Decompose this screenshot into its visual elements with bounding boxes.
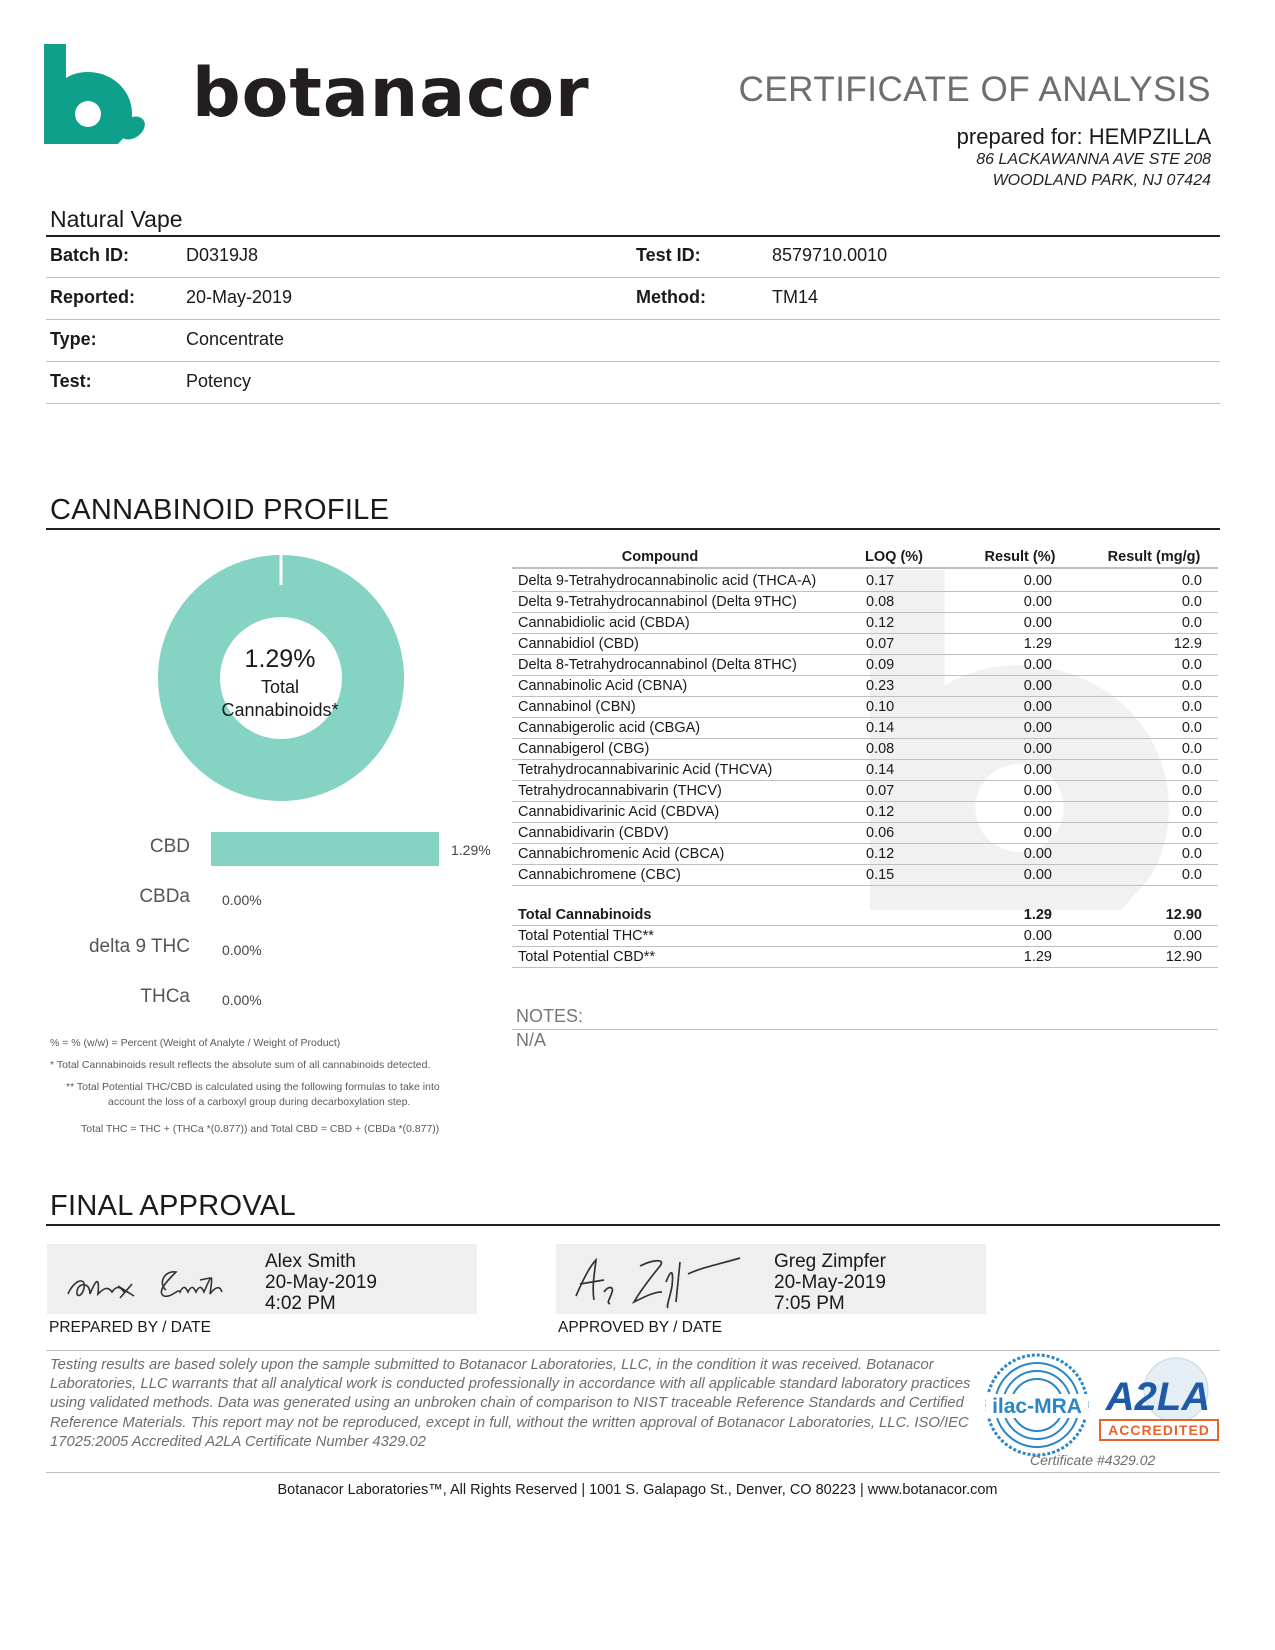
bar-label-delta9thc: delta 9 THC [88, 936, 190, 957]
bar-value-cbda: 0.00% [222, 892, 262, 908]
test-id-label: Test ID: [636, 245, 701, 265]
cell-result-pct: 0.00 [1023, 804, 1052, 820]
divider [46, 403, 1220, 404]
cell-result-mg: 0.0 [1181, 699, 1202, 715]
table-row [512, 571, 1218, 592]
cell-result-mg: 0.0 [1181, 846, 1202, 862]
cell-compound: Cannabichromene (CBC) [518, 867, 681, 883]
table-row [512, 676, 1218, 697]
bar-label-cbd: CBD [149, 836, 190, 857]
bar-value-delta9thc: 0.00% [222, 942, 262, 958]
prepared-by-time: 4:02 PM [265, 1293, 336, 1314]
cell-loq: 0.12 [866, 846, 895, 862]
batch-id-value: D0319J8 [186, 245, 259, 265]
donut-label-line2: Cannabinoids* [221, 700, 339, 720]
prepared-by-date: 20-May-2019 [265, 1272, 377, 1293]
footer-text: Botanacor Laboratories™, All Rights Reserved | 1001 S. Galapago St., Denver, CO 80223 | www.botanacor.com [277, 1482, 998, 1498]
table-header [512, 548, 1218, 569]
cell-loq: 0.08 [866, 741, 895, 757]
cell-result-pct: 0.00 [1023, 825, 1052, 841]
cell-result-mg: 0.0 [1181, 594, 1202, 610]
table-row [512, 718, 1218, 739]
reported-value: 20-May-2019 [186, 287, 293, 307]
cell-result-mg: 0.0 [1181, 657, 1202, 673]
table-row [512, 697, 1218, 718]
prepared-for: prepared for: HEMPZILLA [956, 124, 1211, 149]
approved-by-date: 20-May-2019 [774, 1272, 886, 1293]
logo-wordmark: botanacor [192, 54, 590, 133]
cell-result-pct: 0.00 [1023, 573, 1052, 589]
cell-result-pct: 0.00 [1023, 678, 1052, 694]
cell-result-pct: 0.00 [1023, 846, 1052, 862]
cell-result-mg: 12.9 [1173, 636, 1202, 652]
cell-result-pct: 0.00 [1023, 928, 1052, 944]
cell-result-mg: 12.90 [1165, 907, 1202, 923]
cell-result-pct: 0.00 [1023, 615, 1052, 631]
test-value: Potency [186, 371, 252, 391]
prepared-by-caption: PREPARED BY / DATE [49, 1319, 211, 1336]
client-address-line1: 86 LACKAWANNA AVE STE 208 [976, 151, 1211, 168]
bar-cbd [211, 832, 439, 866]
approved-by-caption: APPROVED BY / DATE [558, 1319, 722, 1336]
cell-loq: 0.08 [866, 594, 895, 610]
table-row [512, 844, 1218, 865]
cell-result-pct: 0.00 [1023, 741, 1052, 757]
cell-loq: 0.14 [866, 762, 895, 778]
cell-compound: Total Potential CBD** [518, 949, 656, 965]
cell-compound: Cannabidiol (CBD) [518, 636, 639, 652]
cell-result-pct: 0.00 [1023, 594, 1052, 610]
type-value: Concentrate [186, 329, 285, 349]
cell-result-pct: 0.00 [1023, 867, 1052, 883]
cell-result-mg: 0.0 [1181, 720, 1202, 736]
notes-label: NOTES: [516, 1006, 584, 1026]
footnote-decarboxylation: account the loss of a carboxyl group during decarboxylation step. [108, 1096, 411, 1108]
table-row [512, 823, 1218, 844]
reported-label: Reported: [50, 287, 135, 307]
table-row [512, 865, 1218, 886]
a2la-accredited-logo [1098, 1356, 1220, 1446]
cell-result-mg: 0.0 [1181, 615, 1202, 631]
ilac-mra-logo [984, 1352, 1090, 1458]
prepared-signature [60, 1258, 235, 1304]
divider [46, 528, 1220, 530]
cell-result-mg: 0.0 [1181, 867, 1202, 883]
cell-compound: Cannabichromenic Acid (CBCA) [518, 846, 725, 862]
footnote-total-potential: ** Total Potential THC/CBD is calculated using the following formulas to take into [66, 1081, 440, 1093]
cell-loq: 0.06 [866, 825, 895, 841]
header-result-pct: Result (%) [984, 549, 1056, 565]
cell-loq: 0.07 [866, 636, 895, 652]
cell-loq: 0.17 [866, 573, 895, 589]
cannabinoid-profile-title: CANNABINOID PROFILE [50, 494, 390, 526]
cell-loq: 0.12 [866, 804, 895, 820]
cell-result-mg: 12.90 [1165, 949, 1202, 965]
bar-value-thca: 0.00% [222, 992, 262, 1008]
donut-label-line1: Total [260, 677, 300, 697]
cell-compound: Delta 9-Tetrahydrocannabinolic acid (THCA-A) [518, 573, 817, 589]
test-label: Test: [50, 371, 92, 391]
cell-loq: 0.07 [866, 783, 895, 799]
cell-result-mg: 0.0 [1181, 783, 1202, 799]
cell-compound: Cannabigerol (CBG) [518, 741, 650, 757]
cell-result-mg: 0.0 [1181, 678, 1202, 694]
cell-result-mg: 0.0 [1181, 804, 1202, 820]
method-value: TM14 [772, 287, 819, 307]
certificate-number: Certificate #4329.02 [1030, 1452, 1156, 1468]
cell-compound: Tetrahydrocannabivarin (THCV) [518, 783, 722, 799]
footnote-formula: Total THC = THC + (THCa *(0.877)) and Total CBD = CBD + (CBDa *(0.877)) [81, 1123, 440, 1135]
table-row [512, 926, 1218, 947]
divider [46, 235, 1220, 237]
table-row [512, 634, 1218, 655]
table-row [512, 781, 1218, 802]
table-row [512, 739, 1218, 760]
cell-loq: 0.14 [866, 720, 895, 736]
cell-loq: 0.10 [866, 699, 895, 715]
table-row [512, 947, 1218, 968]
final-approval-title: FINAL APPROVAL [50, 1190, 296, 1222]
a2la-text: A2LA [1105, 1375, 1211, 1419]
donut-percent: 1.29% [244, 645, 316, 673]
table-row [512, 760, 1218, 781]
divider [512, 1029, 1218, 1030]
header-result-mg: Result (mg/g) [1107, 549, 1201, 565]
cell-result-pct: 1.29 [1023, 636, 1052, 652]
divider [46, 319, 1220, 320]
botanacor-logo-icon [44, 44, 150, 144]
cell-compound: Cannabinolic Acid (CBNA) [518, 678, 688, 694]
divider [46, 361, 1220, 362]
table-row [512, 613, 1218, 634]
cell-loq: 0.15 [866, 867, 895, 883]
cell-result-pct: 0.00 [1023, 657, 1052, 673]
cell-result-mg: 0.0 [1181, 762, 1202, 778]
header-compound: Compound [621, 549, 699, 565]
cell-compound: Tetrahydrocannabivarinic Acid (THCVA) [518, 762, 773, 778]
client-address-line2: WOODLAND PARK, NJ 07424 [992, 172, 1211, 189]
document-title: CERTIFICATE OF ANALYSIS [738, 70, 1211, 109]
divider [46, 1350, 1220, 1351]
approved-signature [570, 1252, 750, 1310]
bar-label-cbda: CBDa [139, 886, 190, 907]
disclaimer-text: Testing results are based solely upon the sample submitted to Botanacor Laboratories, LLC, in the condition it was received. Botanacor Laboratories, LLC warrants that all analytical work is conducted professionally in accordance with all applicable standard laboratory practices using validated methods. Data was generated using an unbroken chain of comparison to NIST traceable Reference Standards and Certified Reference Materials. This report may not be reproduced, except in full, without the written approval of Botanacor Laboratories, LLC. ISO/IEC 17025:2005 Accredited A2LA Certificate Number 4329.02 [50, 1357, 971, 1450]
cell-result-pct: 0.00 [1023, 783, 1052, 799]
type-label: Type: [50, 329, 97, 349]
cell-result-pct: 1.29 [1023, 907, 1052, 923]
method-label: Method: [636, 287, 706, 307]
cell-result-mg: 0.0 [1181, 825, 1202, 841]
approved-by-time: 7:05 PM [774, 1293, 845, 1314]
table-row [512, 802, 1218, 823]
cell-loq: 0.12 [866, 615, 895, 631]
cell-compound: Cannabidivarinic Acid (CBDVA) [518, 804, 720, 820]
footnote-total-cannabinoids: * Total Cannabinoids result reflects the absolute sum of all cannabinoids detected. [50, 1059, 431, 1071]
table-row [512, 905, 1218, 926]
cell-result-pct: 1.29 [1023, 949, 1052, 965]
cell-compound: Cannabidivarin (CBDV) [518, 825, 669, 841]
prepared-by-name: Alex Smith [265, 1251, 356, 1272]
cell-compound: Cannabigerolic acid (CBGA) [518, 720, 701, 736]
divider [46, 277, 1220, 278]
cell-loq: 0.23 [866, 678, 895, 694]
cell-compound: Delta 9-Tetrahydrocannabinol (Delta 9THC) [518, 594, 797, 610]
table-row [512, 592, 1218, 613]
cell-result-pct: 0.00 [1023, 762, 1052, 778]
cell-compound: Cannabinol (CBN) [518, 699, 636, 715]
footnote-percent: % = % (w/w) = Percent (Weight of Analyte / Weight of Product) [50, 1037, 341, 1049]
cell-loq: 0.09 [866, 657, 895, 673]
header-loq: LOQ (%) [865, 549, 923, 565]
test-id-value: 8579710.0010 [772, 245, 888, 265]
accredited-text: ACCREDITED [1108, 1422, 1210, 1438]
batch-id-label: Batch ID: [50, 245, 130, 265]
product-name: Natural Vape [50, 206, 183, 232]
notes-value: N/A [516, 1030, 547, 1050]
cell-result-pct: 0.00 [1023, 699, 1052, 715]
cell-compound: Delta 8-Tetrahydrocannabinol (Delta 8THC) [518, 657, 797, 673]
cell-result-mg: 0.0 [1181, 573, 1202, 589]
cell-result-pct: 0.00 [1023, 720, 1052, 736]
approved-by-name: Greg Zimpfer [774, 1251, 886, 1272]
bar-label-thca: THCa [140, 986, 190, 1007]
table-row [512, 655, 1218, 676]
cell-result-mg: 0.00 [1173, 928, 1202, 944]
bar-value-cbd: 1.29% [451, 842, 491, 858]
divider [46, 1472, 1220, 1473]
cell-compound: Cannabidiolic acid (CBDA) [518, 615, 690, 631]
divider [46, 1224, 1220, 1226]
cell-result-mg: 0.0 [1181, 741, 1202, 757]
cell-compound: Total Potential THC** [518, 928, 654, 944]
cell-compound: Total Cannabinoids [518, 907, 652, 923]
ilac-mra-text: ilac-MRA [992, 1395, 1082, 1418]
